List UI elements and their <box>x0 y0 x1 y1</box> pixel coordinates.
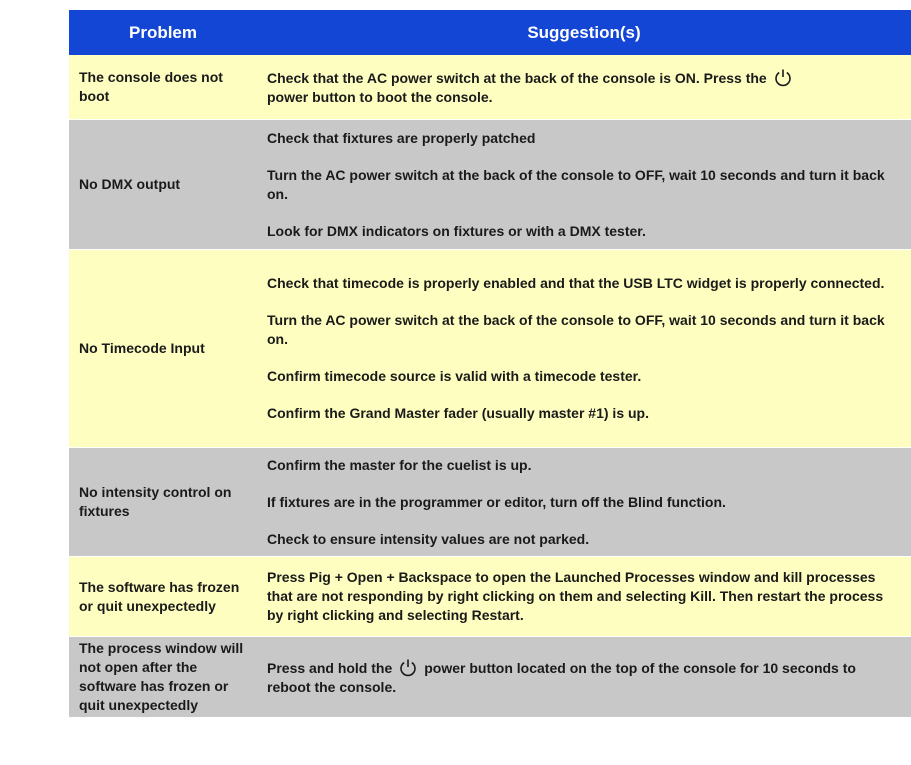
problem-column-header: Problem <box>128 22 198 42</box>
suggestion-text: Confirm the Grand Master fader (usually master #1) is up. <box>267 405 649 421</box>
problem-cell: The console does not boot <box>79 69 223 104</box>
suggestion-text: Check to ensure intensity values are not parked. <box>267 530 590 547</box>
problem-cell: No Timecode Input <box>79 340 205 356</box>
suggestion-text-after: power button located on the top of the console for 10 seconds to reboot the console. <box>267 659 856 695</box>
suggestion-text: Check that fixtures are properly patched <box>267 129 536 146</box>
troubleshooting-table <box>69 10 911 717</box>
table-row <box>69 637 911 717</box>
suggestion-text <box>267 658 897 697</box>
suggestion-text: Turn the AC power switch at the back of the console to OFF, wait 10 seconds and turn it back on. <box>267 312 885 347</box>
table-row <box>69 557 911 637</box>
problem-cell: The process window will not open after the software has frozen or quit unexpectedly <box>79 640 244 713</box>
suggestion-text-before: Press and hold the <box>267 659 393 676</box>
suggestion-text: Look for DMX indicators on fixtures or with a DMX tester. <box>267 222 646 239</box>
suggestion-cell <box>257 250 911 447</box>
suggestion-text-before: Check that the AC power switch at the back of the console is ON. Press the <box>267 69 767 86</box>
suggestion-cell <box>257 55 911 119</box>
table-row <box>69 55 911 120</box>
suggestion-text: Press Pig + Open + Backspace to open the Launched Processes window and kill processes that are not responding by right clicking on them and selecting Kill. Then restart the process by right clicking and selecting Restart. <box>267 569 884 623</box>
suggestion-text: Turn the AC power switch at the back of the console to OFF, wait 10 seconds and turn it back on. <box>267 166 885 202</box>
suggestion-text: Confirm timecode source is valid with a timecode tester. <box>267 368 642 384</box>
table-header <box>69 10 911 55</box>
power-icon <box>398 658 418 678</box>
problem-cell: No intensity control on fixtures <box>79 484 232 519</box>
suggestion-cell <box>257 557 911 636</box>
table-row <box>69 448 911 557</box>
problem-cell: No DMX output <box>79 176 181 192</box>
suggestion-column-header: Suggestion(s) <box>527 22 641 42</box>
suggestion-cell <box>257 448 911 556</box>
suggestion-text: Check that timecode is properly enabled and that the USB LTC widget is properly connected. <box>267 275 885 291</box>
power-icon <box>773 68 793 88</box>
suggestion-cell <box>257 637 911 717</box>
table-row <box>69 250 911 448</box>
table-row <box>69 120 911 250</box>
suggestion-text <box>267 68 897 107</box>
suggestion-text-after: power button to boot the console. <box>267 88 493 105</box>
suggestion-cell <box>257 120 911 249</box>
suggestion-text: Confirm the master for the cuelist is up. <box>267 456 532 473</box>
problem-cell: The software has frozen or quit unexpectedly <box>79 578 240 614</box>
suggestion-text: If fixtures are in the programmer or editor, turn off the Blind function. <box>267 493 726 510</box>
